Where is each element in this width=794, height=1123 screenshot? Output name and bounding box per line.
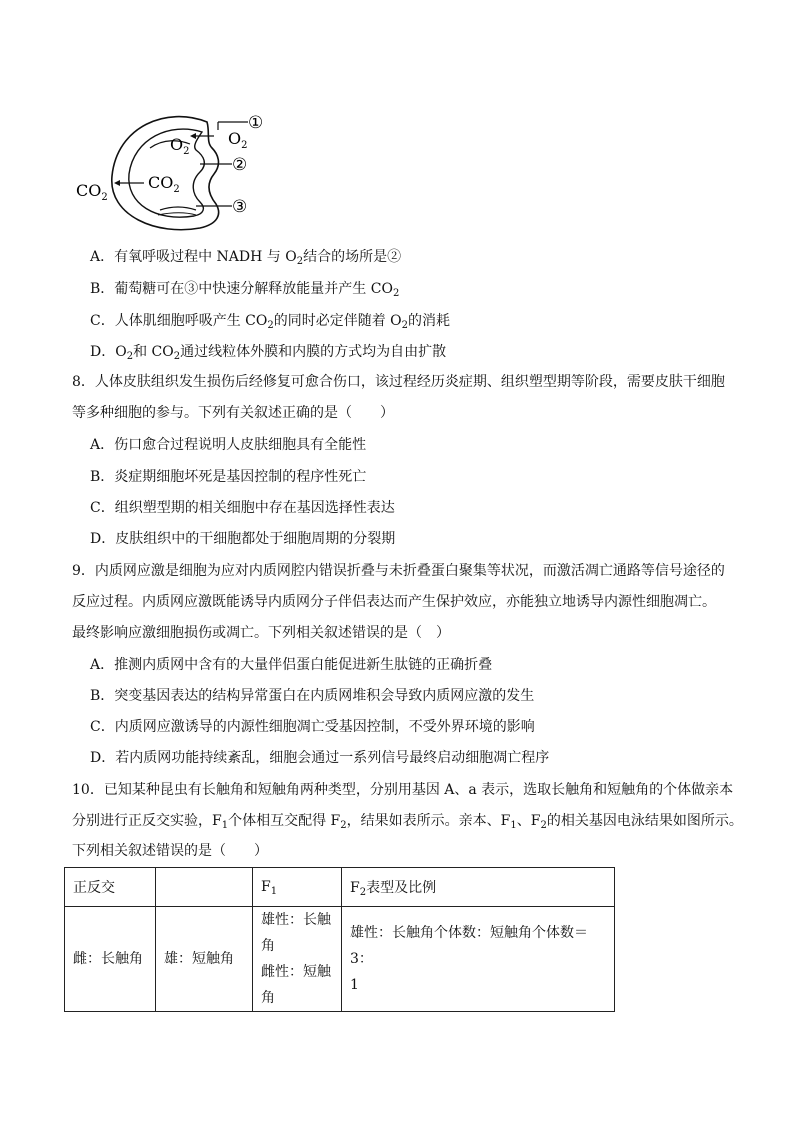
q10-stem-line2: 分别进行正反交实验，$F_1$个体相互交配得 $F_2$，结果如表所示。亲本、$F_1$、$F_2$的相关基因电泳结果如图所示。: [72, 813, 743, 831]
q8-stem-line2: 等多种细胞的参与。下列有关叙述正确的是（ ）: [72, 405, 394, 421]
q7-option-b: B．葡萄糖可在③中快速分解释放能量并产生 $CO_2$: [90, 281, 400, 299]
q7-option-c: C．人体肌细胞呼吸产生 $CO_2$的同时必定伴随着 $O_2$的消耗: [90, 313, 451, 331]
q9-stem-line1: 9．内质网应激是细胞为应对内质网腔内错误折叠与未折叠蛋白聚集等状况，而激活凋亡通路等信号途径的: [72, 563, 725, 579]
header-cross: 正反交: [65, 868, 156, 907]
o2-outer-label: $O_2$: [228, 129, 248, 151]
q9-option-a: A．推测内质网中含有的大量伴侣蛋白能促进新生肽链的正确折叠: [90, 657, 493, 673]
q9-option-c: C．内质网应激诱导的内源性细胞凋亡受基因控制，不受外界环境的影响: [90, 719, 535, 735]
co2-inner-label: $CO_2$: [148, 173, 180, 195]
mitochondrion-figure: [72, 108, 272, 238]
header-blank: [156, 868, 253, 907]
co2-arrowhead: [114, 180, 120, 186]
q8-option-d: D．皮肤组织中的干细胞都处于细胞周期的分裂期: [90, 531, 396, 547]
crista-lower-2: [158, 213, 196, 215]
label-1: ①: [248, 113, 264, 133]
cell-male-parent: 雄：短触角: [156, 907, 253, 1012]
table-header-row: [65, 868, 615, 907]
q10-stem-line1: 10．已知某种昆虫有长触角和短触角两种类型，分别用基因 A、a 表示，选取长触角和短触角的个体做亲本: [72, 782, 734, 798]
q9-option-b: B．突变基因表达的结构异常蛋白在内质网堆积会导致内质网应激的发生: [90, 688, 535, 704]
q8-option-c: C．组织塑型期的相关细胞中存在基因选择性表达: [90, 500, 395, 516]
crista-lower: [160, 207, 196, 210]
mitochondrion-diagram: [72, 108, 272, 238]
cross-results-table: [64, 867, 615, 1012]
o2-arrowhead: [190, 133, 196, 139]
cell-f2: 雄性：长触角个体数：短触角个体数＝3： 1: [342, 907, 615, 1012]
co2-outer-label: $CO_2$: [76, 181, 108, 203]
header-f2: $F_2$表型及比例: [342, 868, 615, 907]
q8-stem-line1: 8．人体皮肤组织发生损伤后经修复可愈合伤口，该过程经历炎症期、组织塑型期等阶段，需要皮肤干细胞: [72, 374, 725, 390]
label-2: ②: [232, 155, 248, 175]
header-f1: $F_1$: [253, 868, 342, 907]
table-row: [65, 907, 615, 1012]
q10-stem-line3: 下列相关叙述错误的是（ ）: [72, 843, 268, 859]
cell-f1: 雄性：长触角 雌性：短触角: [253, 907, 342, 1012]
q9-stem-line3: 最终影响应激细胞损伤或凋亡。下列相关叙述错误的是（ ）: [72, 625, 450, 641]
q8-option-a: A．伤口愈合过程说明人皮肤细胞具有全能性: [90, 437, 367, 453]
q7-option-d: D．$O_2$和 $CO_2$通过线粒体外膜和内膜的方式均为自由扩散: [90, 344, 447, 362]
q7-option-a: A．有氧呼吸过程中 NADH 与 $O_2$结合的场所是②: [90, 249, 402, 267]
q9-stem-line2: 反应过程。内质网应激既能诱导内质网分子伴侣表达而产生保护效应，亦能独立地诱导内源性细胞凋亡。: [72, 594, 716, 610]
o2-inner-label: $O_2$: [170, 135, 190, 157]
q8-option-b: B．炎症期细胞坏死是基因控制的程序性死亡: [90, 469, 367, 485]
label-3: ③: [232, 197, 248, 217]
cell-female-parent: 雌：长触角: [65, 907, 156, 1012]
q9-option-d: D．若内质网功能持续紊乱，细胞会通过一系列信号最终启动细胞凋亡程序: [90, 750, 550, 766]
